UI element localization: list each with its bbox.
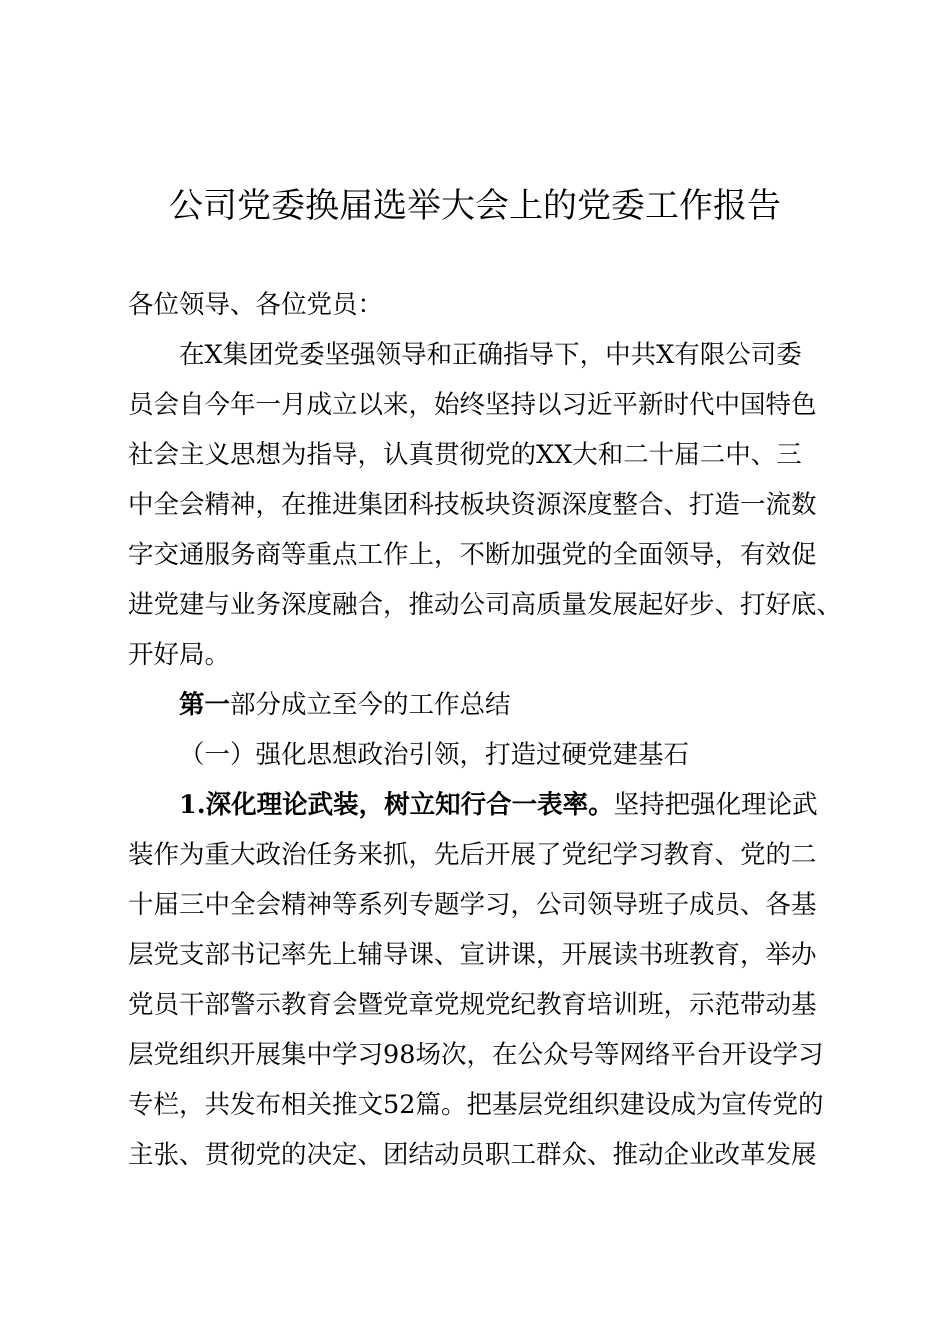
salutation: 各位领导、各位党员：	[128, 290, 384, 320]
section-heading-bold: 第一	[179, 690, 231, 720]
intro-line: 社会主义思想为指导，认真贯彻党的XX大和二十届二中、三	[128, 440, 802, 470]
intro-line: 字交通服务商等重点工作上，不断加强党的全面领导，有效促	[128, 540, 817, 570]
intro-line: 开好局。	[128, 640, 231, 670]
section-heading-text: 部分成立至今的工作总结	[230, 690, 511, 720]
item-1-paragraph	[128, 780, 836, 1180]
intro-paragraph	[128, 330, 843, 680]
subsection-heading: （一）强化思想政治引领，打造过硬党建基石	[179, 740, 690, 770]
item-1-line: 层党支部书记率先上辅导课、宣讲课，开展读书班教育，举办	[128, 940, 817, 970]
intro-line: 进党建与业务深度融合，推动公司高质量发展起好步、打好底、	[128, 590, 843, 620]
item-1-first-line	[128, 780, 836, 830]
item-1-line: 十届三中全会精神等系列专题学习，公司领导班子成员、各基	[128, 890, 817, 920]
item-1-text: 坚持把强化理论武	[613, 790, 818, 820]
item-1-line: 专栏，共发布相关推文52篇。把基层党组织建设成为宣传党的	[128, 1090, 824, 1120]
item-1-line: 装作为重大政治任务来抓，先后开展了党纪学习教育、党的二	[128, 840, 817, 870]
item-1-line: 党员干部警示教育会暨党章党规党纪教育培训班，示范带动基	[128, 990, 817, 1020]
intro-line: 中全会精神，在推进集团科技板块资源深度整合、打造一流数	[128, 490, 817, 520]
intro-line: 在X集团党委坚强领导和正确指导下，中共X有限公司委	[179, 340, 802, 370]
document-title: 公司党委换届选举大会上的党委工作报告	[169, 186, 781, 226]
item-1-line: 主张、贯彻党的决定、团结动员职工群众、推动企业改革发展	[128, 1140, 817, 1170]
section-heading	[128, 680, 836, 730]
document-body	[128, 280, 843, 1180]
intro-line: 员会自今年一月成立以来，始终坚持以习近平新时代中国特色	[128, 390, 817, 420]
item-1-line: 层党组织开展集中学习98场次，在公众号等网络平台开设学习	[128, 1040, 824, 1070]
item-1-heading: 1.深化理论武装，树立知行合一表率。	[179, 790, 614, 820]
